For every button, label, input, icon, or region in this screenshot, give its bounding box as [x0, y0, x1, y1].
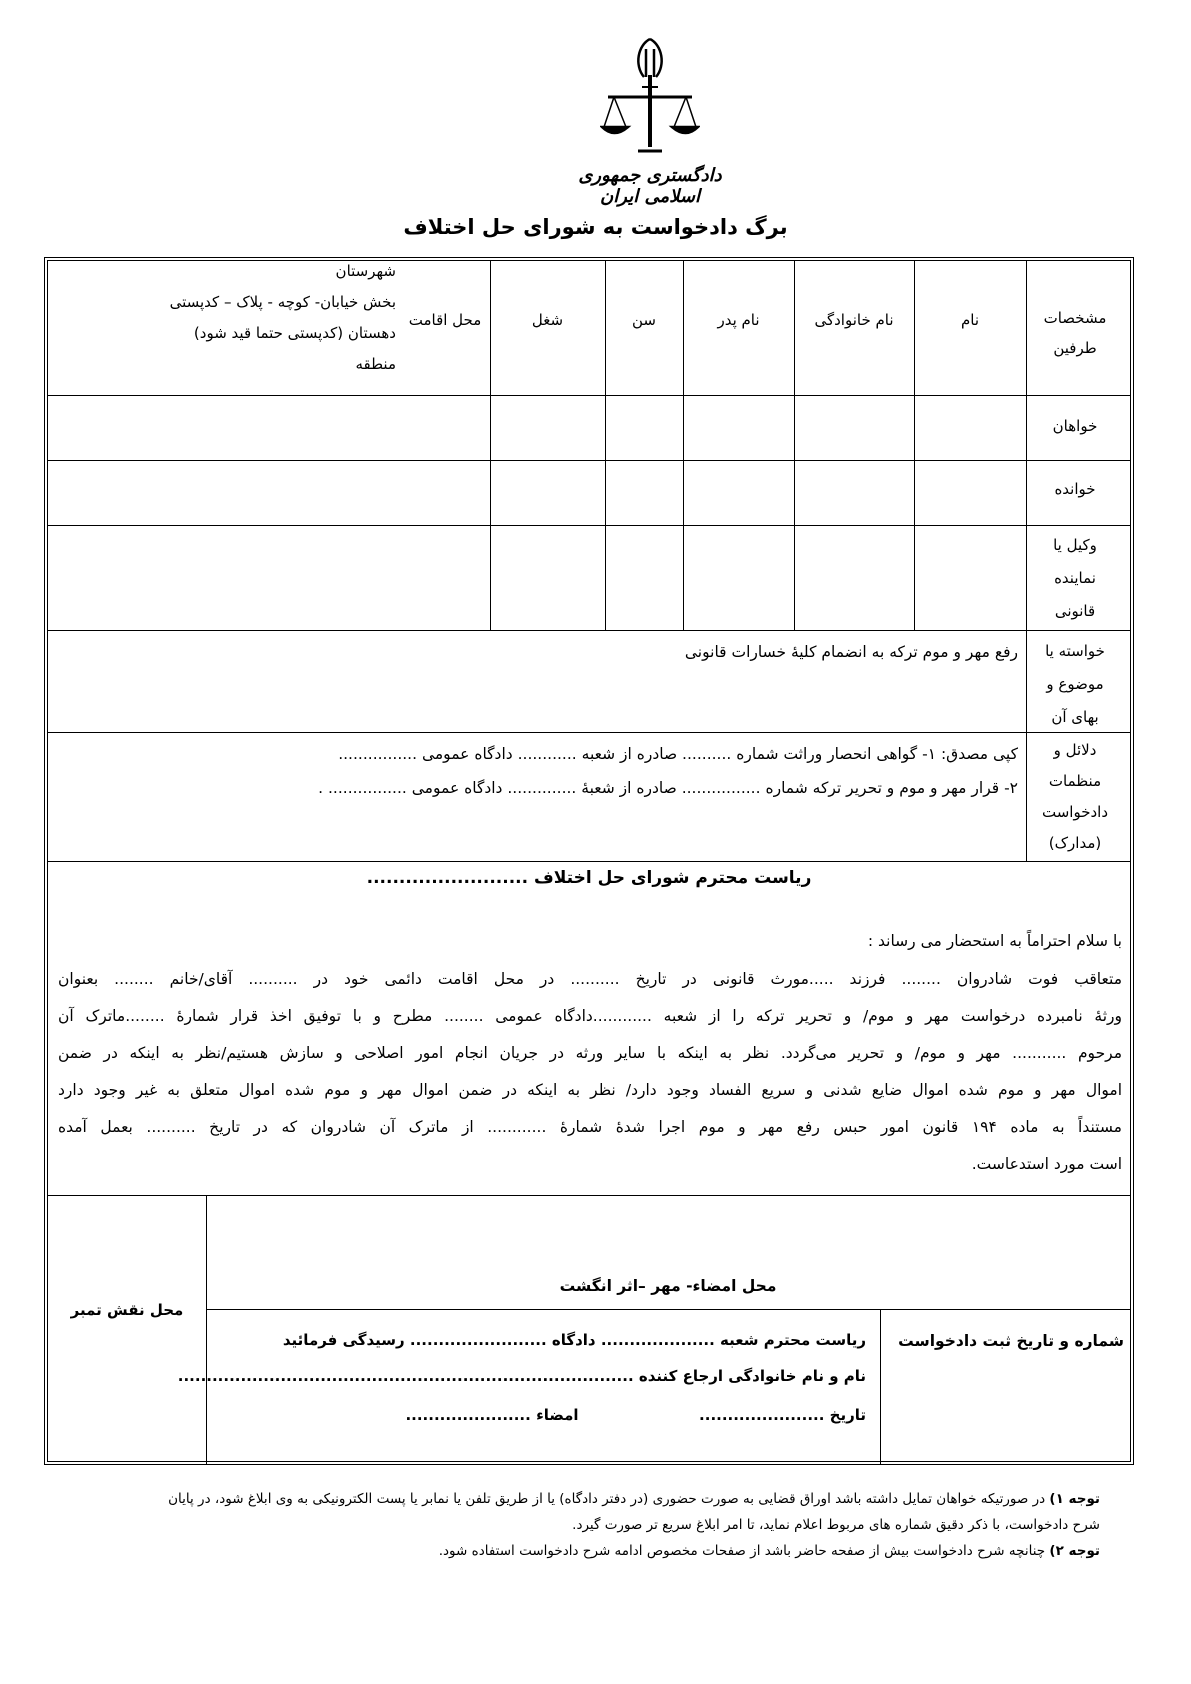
petition-form-frame	[44, 257, 1134, 1465]
evidence-label: دلائل و منظمات دادخواست (مدارک)	[1041, 741, 1108, 852]
signature-area-label: محل امضاء- مهر –اثر انگشت	[559, 1277, 777, 1295]
row-attorney: وکیل یا نماینده قانونی	[1053, 536, 1097, 620]
col-job: شغل	[531, 311, 564, 329]
col-father-name: نام پدر	[717, 311, 760, 329]
row-defendant: خوانده	[1054, 480, 1096, 498]
note-2: توجه ۲) چنانچه شرح دادخواست بیش از صفحه حاضر باشد از صفحات مخصوص ادامه شرح دادخواست استفاده شود.	[438, 1543, 1100, 1559]
scales-of-justice-icon	[600, 35, 700, 165]
col-family-name: نام خانوادگی	[814, 311, 894, 329]
referrer-line	[177, 1367, 866, 1385]
evidence-line-1: کپی مصدق: ۱- گواهی انحصار وراثت شماره .......... صادره از شعبه ............ دادگاه عمومی ................	[338, 745, 1018, 763]
referrer-dots: ................................................................................	[177, 1367, 634, 1385]
letter-closing: است مورد استدعاست.	[971, 1155, 1122, 1173]
date-label: تاریخ	[829, 1406, 866, 1424]
col-name: نام	[960, 311, 980, 329]
sign-dots: ......................	[405, 1406, 531, 1424]
emblem-caption: دادگستری جمهوری اسلامی ایران	[578, 165, 722, 207]
referrer-label: نام و نام خانوادگی ارجاع کننده	[638, 1367, 866, 1385]
letter-greeting: با سلام احتراماً به استحضار می رساند :	[867, 932, 1122, 950]
note-1-line-1: توجه ۱) در صورتیکه خواهان تمایل داشته باشد اوراق قضایی به صورت حضوری (در دفتر دادگاه) یا از طریق تلفن یا نمابر یا پست الکترونیکی به وی ابلاغ شود، در پایان	[168, 1491, 1100, 1507]
col-party-specs: مشخصات طرفین	[1043, 309, 1107, 357]
form-title: برگ دادخواست به شورای حل اختلاف	[403, 215, 788, 239]
row-plaintiff: خواهان	[1052, 417, 1098, 435]
stamp-area-label: محل نقش تمبر	[70, 1301, 184, 1319]
judiciary-emblem	[560, 35, 740, 205]
date-sign-line	[216, 1406, 866, 1424]
letter-addressee: ریاست محترم شورای حل اختلاف .........................	[366, 868, 812, 888]
registration-number-label: شماره و تاریخ ثبت دادخواست	[898, 1332, 1124, 1350]
col-residence: محل اقامت	[408, 311, 482, 329]
evidence-line-2: ۲- قرار مهر و موم و تحریر ترکه شماره ................ صادره از شعبهٔ .............. دادگاه عمومی ................ .	[318, 779, 1018, 797]
form-notes	[70, 1486, 1100, 1564]
claim-text: رفع مهر و موم ترکه به انضمام کلیهٔ خسارات قانونی	[684, 643, 1018, 661]
note-1-line-2: شرح دادخواست، با ذکر دقیق شماره های مربوط اعلام نماید، تا امر ابلاغ سریع تر صورت گیرد.	[572, 1517, 1100, 1533]
letter-line: اموال مهر و موم شده اموال ضایع شدنی و سریع الفساد وجود دارد/ نظر به اینکه در ضمن اموال مهر و موم شده اموال متعلق به غیر وجود دارد	[58, 1081, 1122, 1099]
note-2-label: توجه ۲)	[1049, 1543, 1100, 1559]
claim-label: خواسته یا موضوع و بهای آن	[1045, 642, 1105, 726]
note-1-label: توجه ۱)	[1049, 1491, 1100, 1507]
referral-line: ریاست محترم شعبه .................... دادگاه ........................ رسیدگی فرمائید	[282, 1331, 866, 1349]
letter-line: ورثهٔ نامبرده درخواست مهر و موم/ و تحریر ترکه را از شعبه ............دادگاه عمومی ........ مطرح و با توفیق اخذ قرار شمارهٔ ........ماترک آن	[58, 1007, 1122, 1025]
letter-line: متعاقب فوت شادروان ........ فرزند .....مورث قانونی در تاریخ .......... در محل اقامت دائمی خود در .......... آقای/خانم ........ بعنوان	[58, 970, 1122, 988]
letter-line: مستنداً به ماده ۱۹۴ قانون امور حبس رفع مهر و موم اجرا شدهٔ شمارهٔ ............ از ماترک آن شادروان که در تاریخ .......... بعمل آمده	[58, 1118, 1122, 1136]
sign-label: امضاء	[536, 1406, 579, 1424]
address-instructions: شهرستان بخش خیابان- کوچه - پلاک – کدپستی دهستان (کدپستی حتما قید شود) منطقه	[169, 262, 396, 373]
date-dots: ......................	[699, 1406, 825, 1424]
letter-line: مرحوم ........... مهر و موم/ و تحریر می‌گردد. نظر به اینکه با سایر ورثه در جریان انجام امور اصلاحی و سازش هستیم/نظر به اینکه در ضمن	[58, 1044, 1122, 1062]
col-age: سن	[632, 311, 656, 329]
